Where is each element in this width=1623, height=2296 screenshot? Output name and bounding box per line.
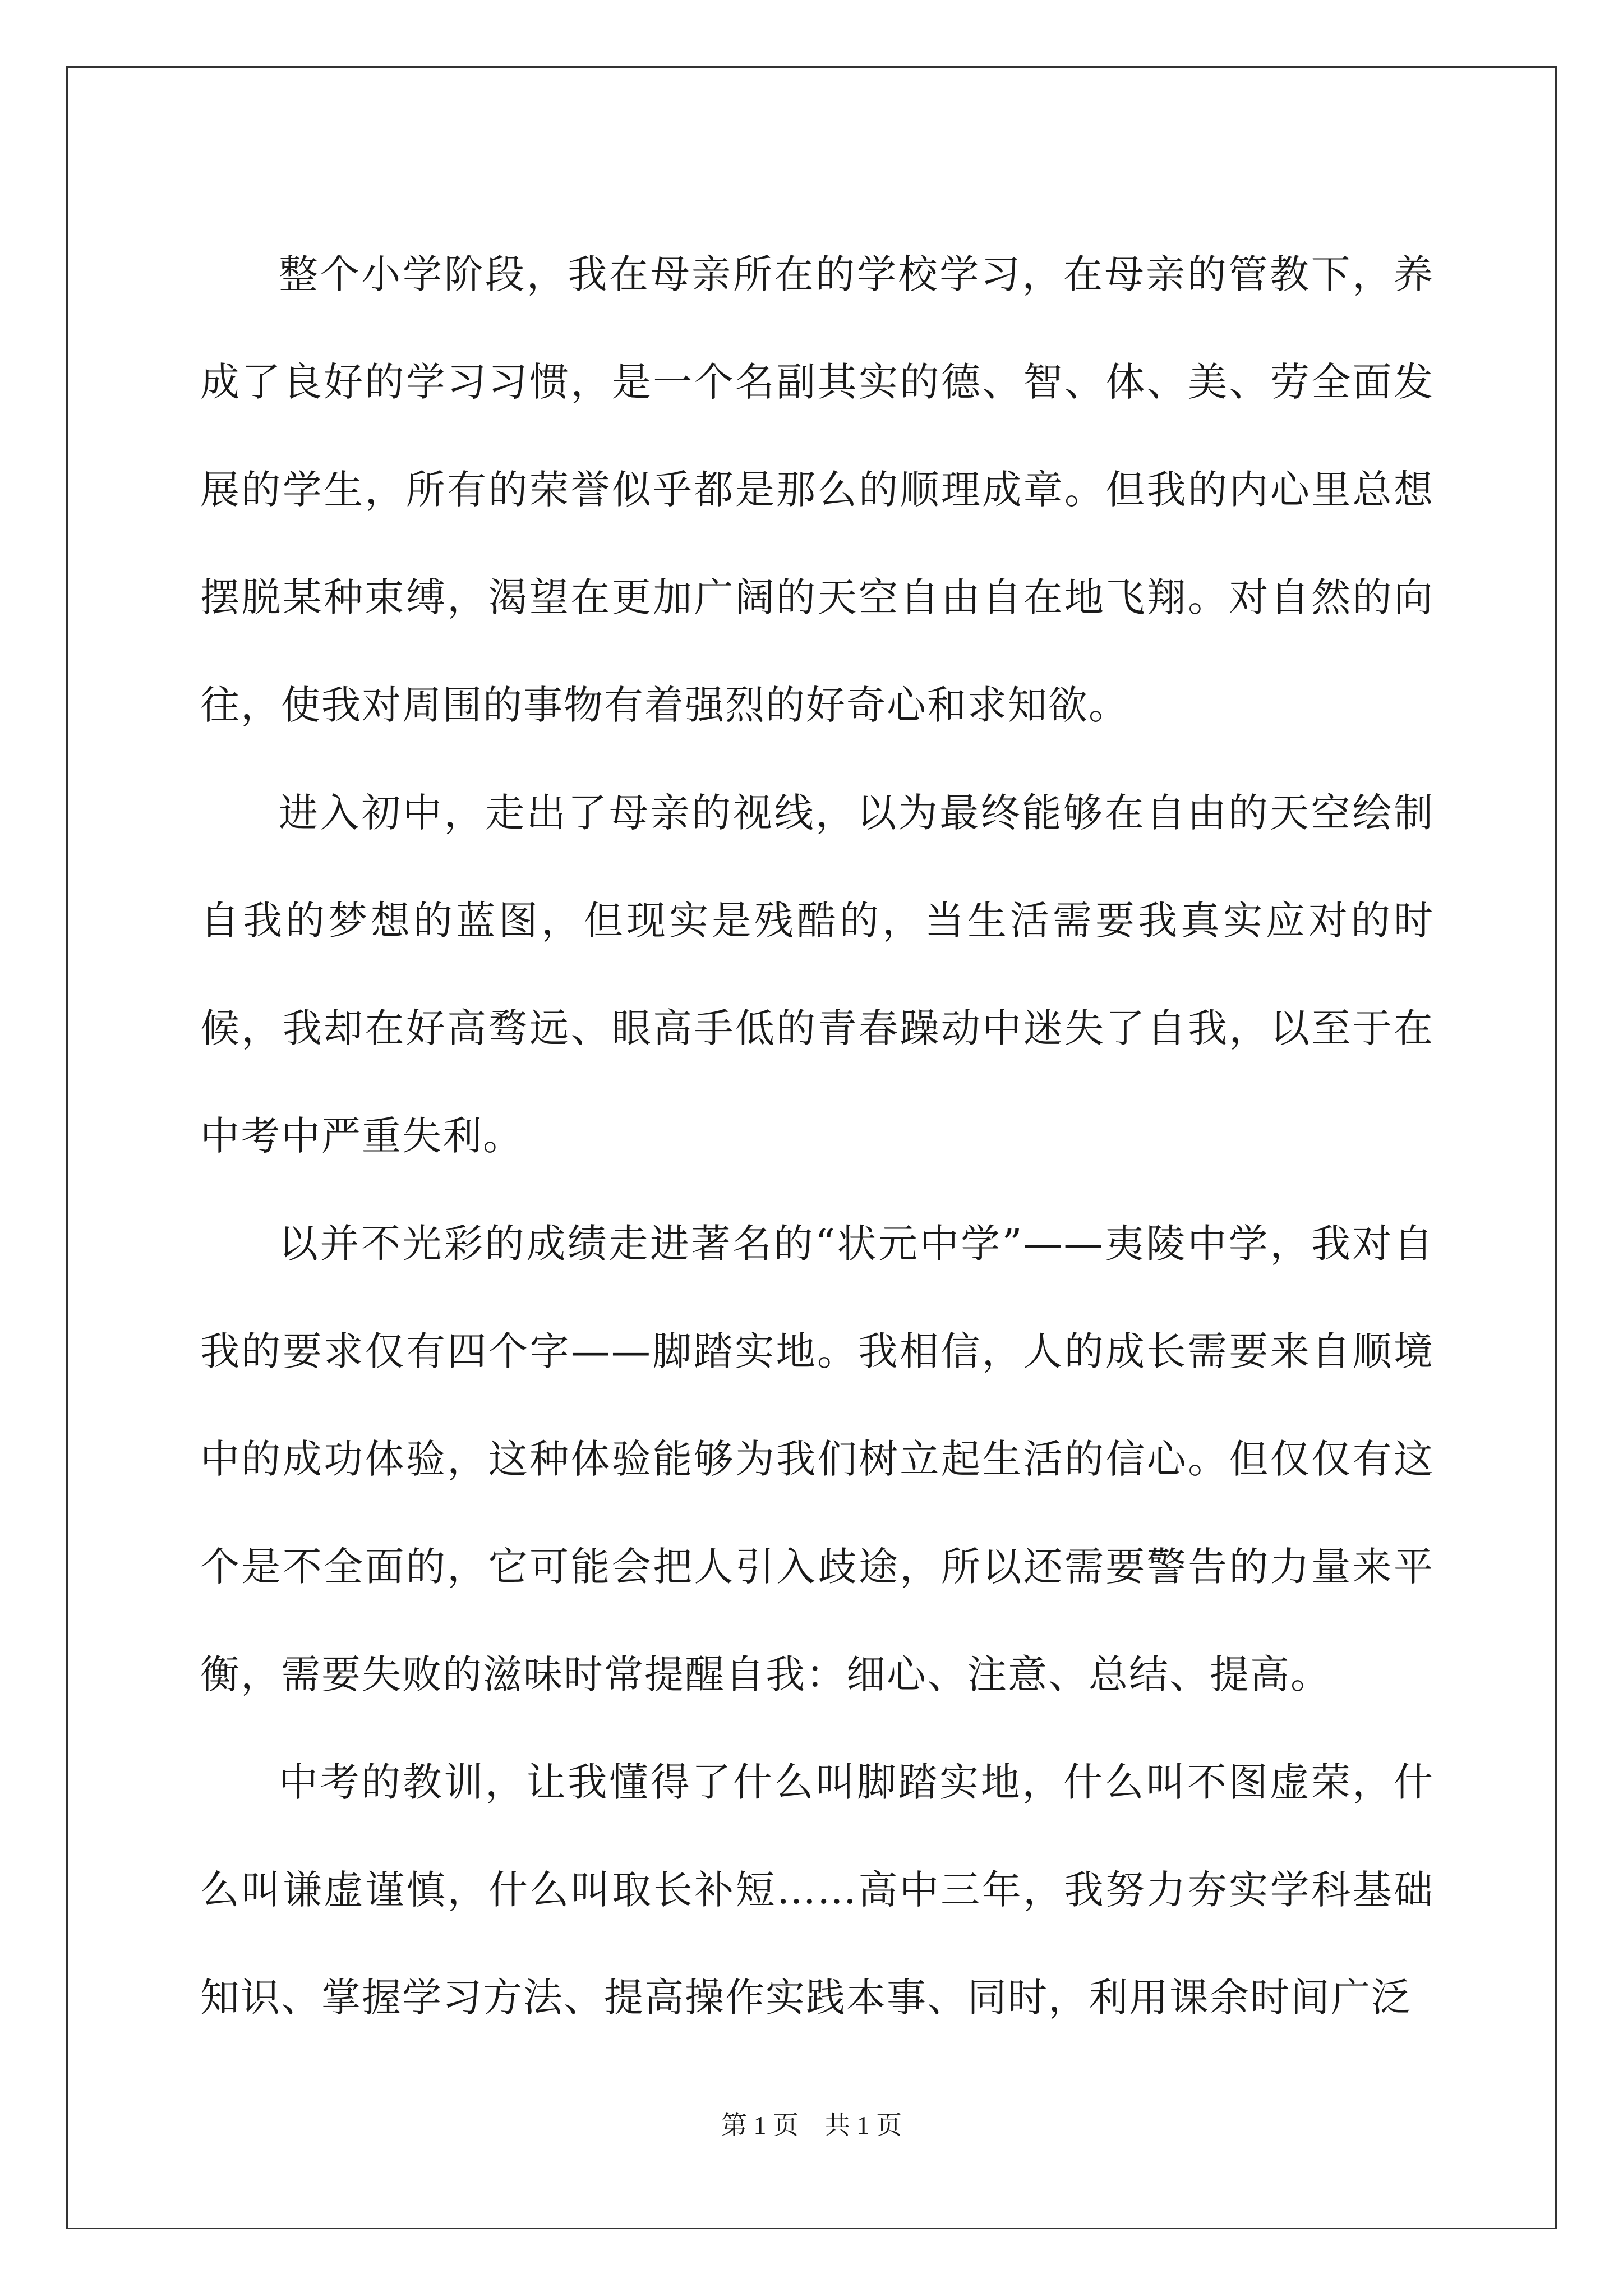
paragraph: 进入初中，走出了母亲的视线，以为最终能够在自由的天空绘制自我的梦想的蓝图，但现实是残酷的，当生活需要我真实应对的时候，我却在好高骛远、眼高手低的青春躁动中迷失了自我，以至于在中考中严重失利。: [200, 790, 1434, 1159]
paragraph: 中考的教训，让我懂得了什么叫脚踏实地，什么叫不图虚荣，什么叫谦虚谨慎，什么叫取长补短……高中三年，我努力夯实学科基础知识、掌握学习方法、提高操作实践本事、同时，利用课余时间广泛: [200, 1759, 1434, 2021]
page-total: 共 1 页: [824, 2111, 902, 2139]
paragraph: 以并不光彩的成绩走进著名的“状元中学”——夷陵中学，我对自我的要求仅有四个字——脚踏实地。我相信，人的成长需要来自顺境中的成功体验，这种体验能够为我们树立起生活的信心。但仅仅有这个是不全面的，它可能会把人引入歧途，所以还需要警告的力量来平衡，需要失败的滋味时常提醒自我：细心、注意、总结、提高。: [200, 1221, 1434, 1697]
page-footer: [0, 2105, 1623, 2142]
paragraph: 整个小学阶段，我在母亲所在的学校学习，在母亲的管教下，养成了良好的学习习惯，是一个名副其实的德、智、体、美、劳全面发展的学生，所有的荣誉似乎都是那么的顺理成章。但我的内心里总想摆脱某种束缚，渴望在更加广阔的天空自由自在地飞翔。对自然的向往，使我对周围的事物有着强烈的好奇心和求知欲。: [200, 251, 1434, 728]
page-number: 第 1 页: [721, 2111, 799, 2139]
document-body: [200, 220, 1434, 2051]
